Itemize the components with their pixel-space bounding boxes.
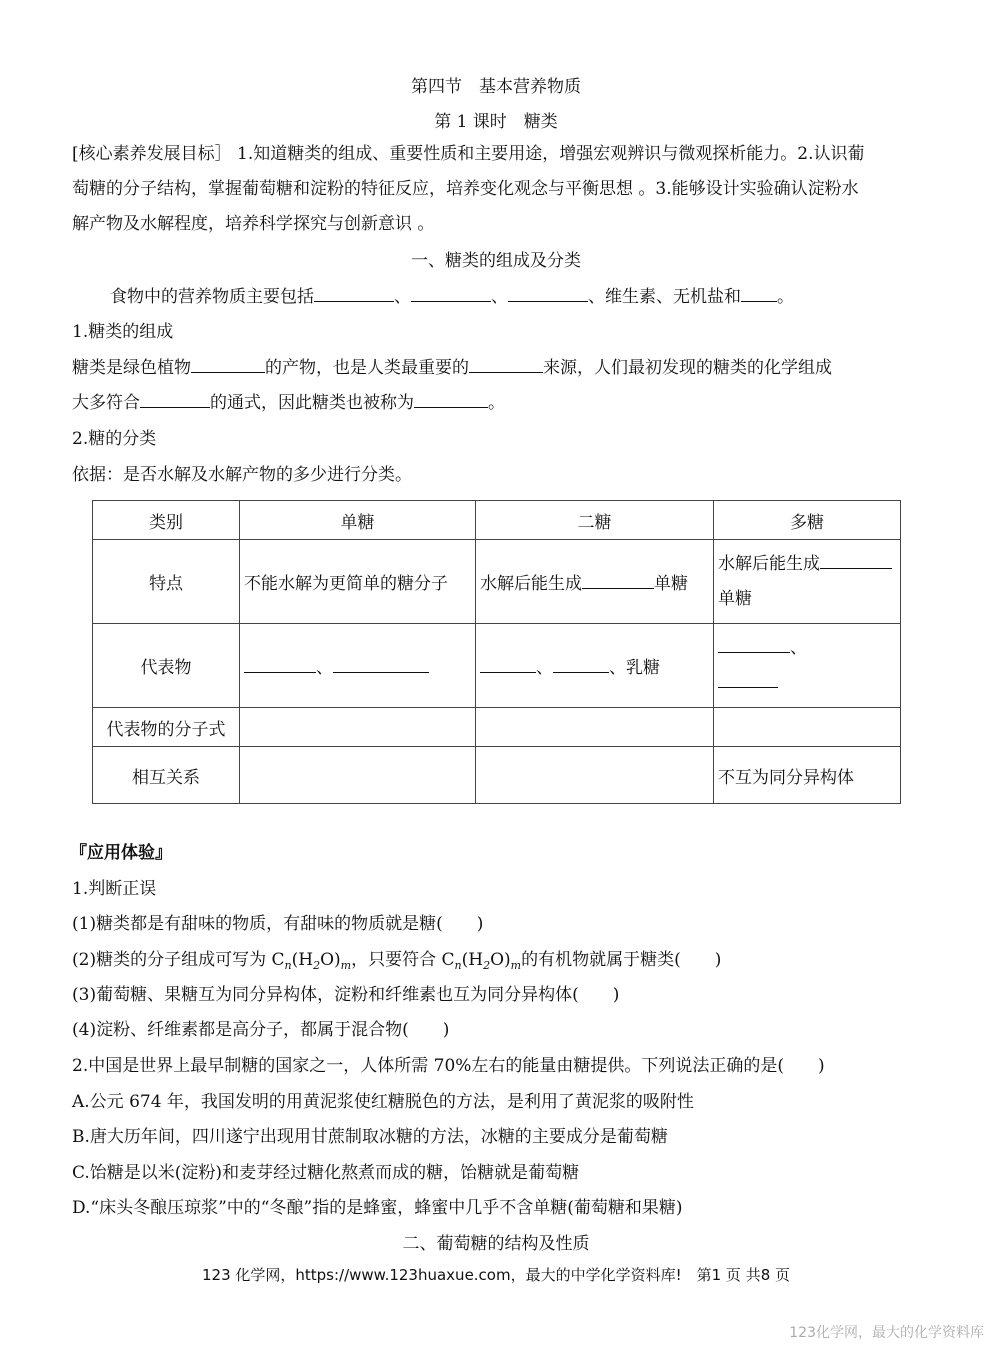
blank-mono-rep-2[interactable] <box>333 654 429 673</box>
s2-text-c: 的有机物就属于糖类( ) <box>521 950 722 970</box>
blank-nutrient-1[interactable] <box>314 283 394 302</box>
cell-mono-rep <box>240 624 476 708</box>
table-row-representative <box>93 624 901 708</box>
di-feature-a: 水解后能生成 <box>480 574 582 594</box>
q2-option-c: C.饴糖是以米(淀粉)和麦芽经过糖化熬煮而成的糖，饴糖就是葡萄糖 <box>72 1163 580 1183</box>
cell-di-rep <box>476 624 714 708</box>
intro-paragraph <box>110 280 794 315</box>
row-label-relation: 相互关系 <box>93 747 240 804</box>
cell-poly-relation: 不互为同分异构体 <box>714 747 901 804</box>
c2-text-c: 。 <box>488 393 505 413</box>
section-title: 第四节 基本营养物质 <box>411 77 581 97</box>
blank-formula[interactable] <box>140 389 210 408</box>
blank-mono-rep-1[interactable] <box>244 654 316 673</box>
lesson-title: 第 1 课时 糖类 <box>434 112 558 132</box>
q2-option-d: D.“床头冬酿压琼浆”中的“冬酿”指的是蜂蜜，蜂蜜中几乎不含单糖(葡萄糖和果糖) <box>72 1198 683 1218</box>
row-label-formula: 代表物的分子式 <box>93 708 240 747</box>
section2-heading: 二、葡萄糖的结构及性质 <box>402 1234 590 1254</box>
cell-di-relation <box>476 747 714 804</box>
goals-line-1: [核心素养发展目标］ 1.知道糖类的组成、重要性质和主要用途，增强宏观辨识与微观探析能力。2.认识葡 <box>72 144 865 164</box>
blank-poly-count[interactable] <box>820 550 892 569</box>
c1-text-a: 糖类是绿色植物 <box>72 358 191 378</box>
s2-h-1: (H <box>291 950 314 970</box>
blank-poly-rep-1[interactable] <box>718 634 790 653</box>
row-label-representative: 代表物 <box>93 624 240 708</box>
header-category: 类别 <box>93 501 240 540</box>
page-footer: 123 化学网，https://www.123huaxue.com，最大的中学化学资料库! 第1 页 共8 页 <box>201 1266 791 1284</box>
c2-text-a: 大多符合 <box>72 393 140 413</box>
q2-stem: 2.中国是世界上最早制糖的国家之一，人体所需 70%左右的能量由糖提供。下列说法正确的是( ) <box>72 1056 825 1076</box>
blank-poly-rep-2[interactable] <box>718 669 778 688</box>
header-polysaccharide: 多糖 <box>714 501 901 540</box>
bracket-close-icon: 』 <box>155 843 172 863</box>
s2-sub-n-1: n <box>284 959 292 972</box>
q1-statement-2 <box>72 943 721 983</box>
intro-text-b: 、维生素、无机盐和 <box>588 287 741 307</box>
cell-poly-formula <box>714 708 901 747</box>
blank-photosynthesis[interactable] <box>191 354 265 373</box>
s2-o-1: O) <box>320 950 341 970</box>
composition-line-1 <box>72 351 832 386</box>
s2-text-a: (2)糖类的分子组成可写为 C <box>72 950 285 970</box>
intro-end: 。 <box>777 287 794 307</box>
blank-di-rep-2[interactable] <box>553 654 609 673</box>
blank-energy[interactable] <box>469 354 543 373</box>
blank-nutrient-3[interactable] <box>508 283 588 302</box>
q1-statement-3: (3)葡萄糖、果糖互为同分异构体，淀粉和纤维素也互为同分异构体( ) <box>72 985 620 1005</box>
blank-nutrient-2[interactable] <box>411 283 491 302</box>
di-feature-b: 单糖 <box>654 574 688 594</box>
q1-heading: 1.判断正误 <box>72 879 157 899</box>
cell-di-feature <box>476 540 714 624</box>
cell-di-formula <box>476 708 714 747</box>
q1-statement-1: (1)糖类都是有甜味的物质，有甜味的物质就是糖( ) <box>72 914 484 934</box>
table-row-feature <box>93 540 901 624</box>
blank-di-rep-1[interactable] <box>480 654 536 673</box>
s2-sub-2-1: 2 <box>313 959 321 972</box>
goals-line-3: 解产物及水解程度，培养科学探究与创新意识 。 <box>72 214 435 234</box>
di-rep-sep: 、 <box>536 658 553 678</box>
practice-title: 应用体验 <box>87 843 155 863</box>
classification-basis: 依据：是否水解及水解产物的多少进行分类。 <box>72 465 412 485</box>
header-disaccharide: 二糖 <box>476 501 714 540</box>
row-label-feature: 特点 <box>93 540 240 624</box>
c1-text-c: 来源，人们最初发现的糖类的化学组成 <box>543 358 832 378</box>
cell-poly-feature <box>714 540 901 624</box>
poly-rep-sep: 、 <box>790 637 807 658</box>
composition-line-2 <box>72 386 505 421</box>
c2-text-b: 的通式，因此糖类也被称为 <box>210 393 414 413</box>
header-monosaccharide: 单糖 <box>240 501 476 540</box>
c1-text-b: 的产物，也是人类最重要的 <box>265 358 469 378</box>
s2-sub-2-2: 2 <box>483 959 491 972</box>
table-row-relation <box>93 747 901 804</box>
q2-option-a: A.公元 674 年，我国发明的用黄泥浆使红糖脱色的方法，是利用了黄泥浆的吸附性 <box>72 1092 694 1112</box>
cell-poly-rep <box>714 624 901 708</box>
sugar-classification-table <box>92 500 901 804</box>
q1-statement-4: (4)淀粉、纤维素都是高分子，都属于混合物( ) <box>72 1020 450 1040</box>
table-header-row <box>93 501 901 540</box>
section1-heading: 一、糖类的组成及分类 <box>411 251 581 271</box>
table-row-formula <box>93 708 901 747</box>
s2-sub-m-1: m <box>340 959 352 972</box>
sep-2: 、 <box>491 287 508 307</box>
subheading-classification: 2.糖的分类 <box>72 429 157 449</box>
poly-feature-b: 单糖 <box>718 588 752 609</box>
di-rep-lactose: 、乳糖 <box>609 658 660 678</box>
site-watermark: 123化学网，最大的化学资料库 <box>789 1325 984 1341</box>
cell-mono-feature: 不能水解为更简单的糖分子 <box>240 540 476 624</box>
goals-line-2: 萄糖的分子结构，掌握葡萄糖和淀粉的特征反应，培养变化观念与平衡思想 。3.能够设计实验确认淀粉水 <box>72 179 859 199</box>
poly-feature-a: 水解后能生成 <box>718 553 820 574</box>
mono-rep-sep: 、 <box>316 658 333 678</box>
cell-mono-formula <box>240 708 476 747</box>
blank-nutrient-4[interactable] <box>741 283 777 302</box>
s2-h-2: (H <box>461 950 484 970</box>
sep-1: 、 <box>394 287 411 307</box>
q2-option-b: B.唐大历年间，四川遂宁出现用甘蔗制取冰糖的方法，冰糖的主要成分是葡萄糖 <box>72 1127 668 1147</box>
bracket-open-icon: 『 <box>70 843 87 863</box>
blank-di-count[interactable] <box>582 570 654 589</box>
s2-text-b: ，只要符合 C <box>351 950 455 970</box>
s2-sub-n-2: n <box>454 959 462 972</box>
subheading-composition: 1.糖类的组成 <box>72 322 174 342</box>
s2-sub-m-2: m <box>510 959 522 972</box>
s2-o-2: O) <box>490 950 511 970</box>
intro-text-a: 食物中的营养物质主要包括 <box>110 287 314 307</box>
practice-heading <box>70 838 172 868</box>
blank-carbohydrate[interactable] <box>414 389 488 408</box>
cell-mono-relation <box>240 747 476 804</box>
